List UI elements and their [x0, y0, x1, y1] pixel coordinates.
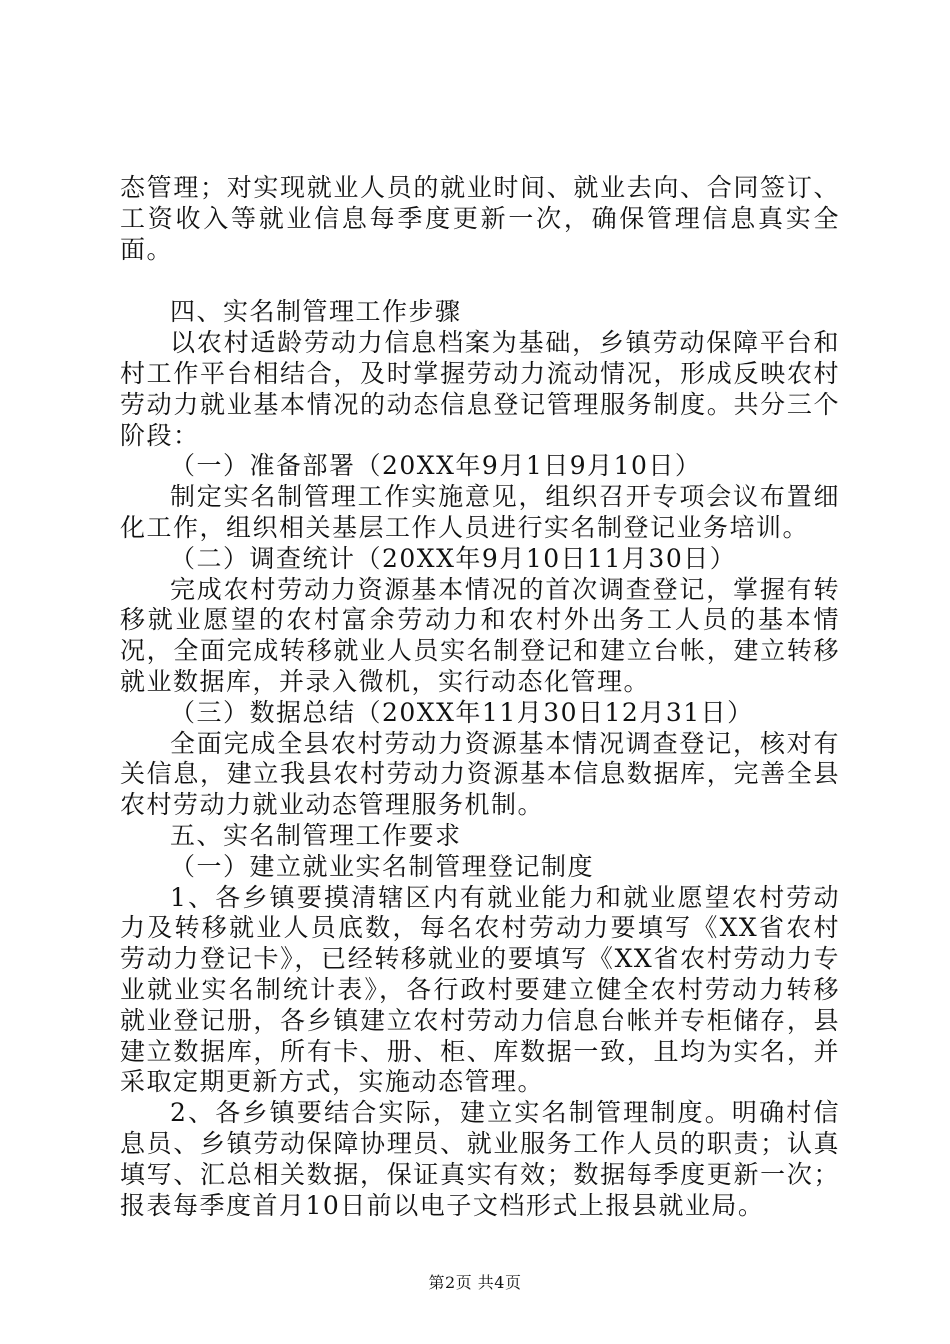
document-body [120, 173, 840, 1221]
subsection-heading: （二）调查统计（20XX年9月10日11月30日） [170, 543, 737, 573]
page-footer: 第2页 共4页 [428, 1273, 522, 1292]
paragraph: 1、各乡镇要摸清辖区内有就业能力和就业愿望农村劳动力及转移就业人员底数，每名农村劳动力要填写《XX省农村劳动力登记卡》，已经转移就业的要填写《XX省农村劳动力专业就业实名制统计表》，各行政村要建立健全农村劳动力转移就业登记册，各乡镇建立农村劳动力信息台帐并专柜储存，县建立数据库，所有卡、册、柜、库数据一致，且均为实名，并采取定期更新方式，实施动态管理。 [120, 882, 840, 1097]
subsection-heading: （一）准备部署（20XX年9月1日9月10日） [170, 451, 702, 481]
subsection-heading: （一）建立就业实名制管理登记制度 [170, 851, 595, 881]
paragraph: 以农村适龄劳动力信息档案为基础，乡镇劳动保障平台和村工作平台相结合，及时掌握劳动力流动情况，形成反映农村劳动力就业基本情况的动态信息登记管理服务制度。共分三个阶段： [120, 328, 840, 450]
paragraph: 2、各乡镇要结合实际，建立实名制管理制度。明确村信息员、乡镇劳动保障协理员、就业服务工作人员的职责；认真填写、汇总相关数据，保证真实有效；数据每季度更新一次；报表每季度首月10日前以电子文档形式上报县就业局。 [120, 1098, 840, 1220]
section-heading-5: 五、实名制管理工作要求 [170, 820, 462, 850]
paragraph: 全面完成全县农村劳动力资源基本情况调查登记，核对有关信息，建立我县农村劳动力资源基本信息数据库，完善全县农村劳动力就业动态管理服务机制。 [120, 728, 840, 820]
paragraph: 完成农村劳动力资源基本情况的首次调查登记，掌握有转移就业愿望的农村富余劳动力和农村外出务工人员的基本情况，全面完成转移就业人员实名制登记和建立台帐，建立转移就业数据库，并录入微机，实行动态化管理。 [120, 574, 840, 696]
subsection-heading: （三）数据总结（20XX年11月30日12月31日） [170, 697, 754, 727]
paragraph-continuation: 态管理；对实现就业人员的就业时间、就业去向、合同签订、工资收入等就业信息每季度更新一次，确保管理信息真实全面。 [120, 173, 840, 264]
section-heading-4: 四、实名制管理工作步骤 [170, 297, 462, 327]
paragraph: 制定实名制管理工作实施意见，组织召开专项会议布置细化工作，组织相关基层工作人员进行实名制登记业务培训。 [120, 482, 840, 542]
